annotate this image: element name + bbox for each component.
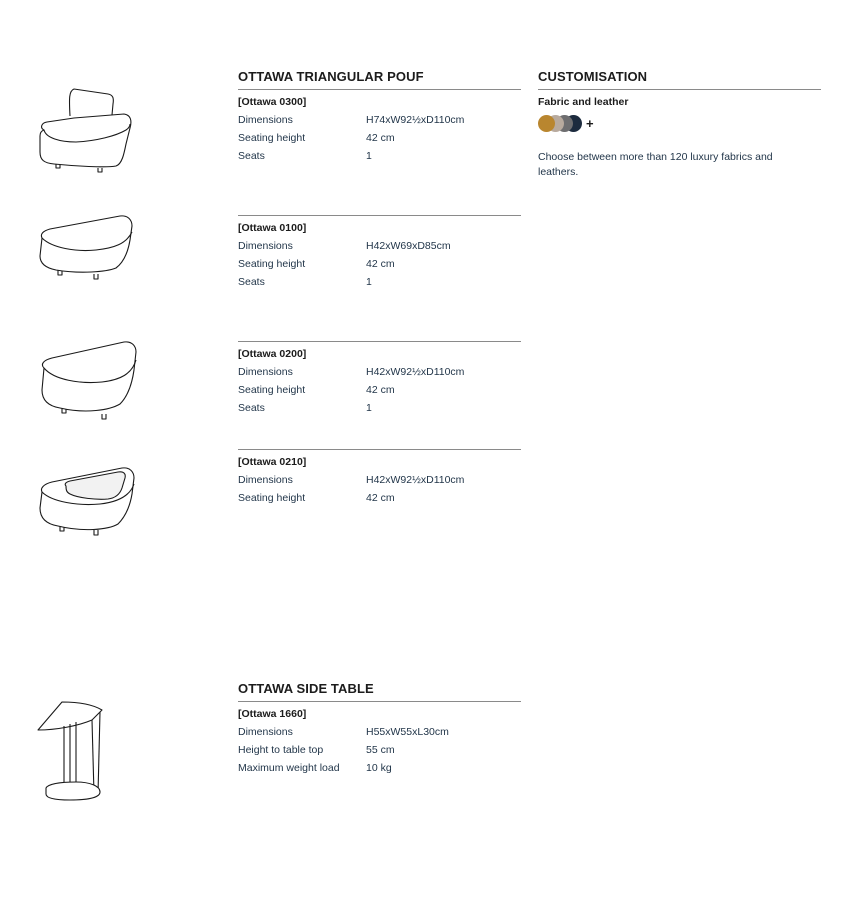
spec-row (238, 384, 528, 402)
spec-row (238, 132, 528, 150)
product-ottawa-0300 (238, 96, 521, 166)
spec-row (238, 402, 528, 420)
product-ottawa-0210 (238, 456, 521, 508)
spec-value: H55xW55xL30cm (366, 726, 449, 738)
spec-label: Seating height (238, 132, 306, 144)
pouf-section-title: OTTAWA TRIANGULAR POUF (238, 69, 424, 84)
product-code: [Ottawa 0300] (238, 96, 307, 108)
large-pouf-illustration (36, 338, 140, 424)
spec-label: Dimensions (238, 240, 293, 252)
spec-label: Seats (238, 276, 265, 288)
small-pouf-illustration (36, 212, 136, 286)
spec-label: Dimensions (238, 474, 293, 486)
product-ottawa-0100 (238, 222, 521, 292)
spec-label: Seating height (238, 384, 306, 396)
spec-label: Seats (238, 402, 265, 414)
product-ottawa-1660 (238, 708, 521, 778)
spec-row (238, 726, 528, 744)
swatch-group (538, 115, 608, 132)
pouf-with-backrest-illustration (36, 86, 136, 178)
spec-row (238, 366, 528, 384)
pouf-with-tray-illustration (36, 462, 140, 542)
spec-value: 1 (366, 402, 372, 414)
product-code: [Ottawa 1660] (238, 708, 307, 720)
spec-label: Dimensions (238, 726, 293, 738)
product-code: [Ottawa 0200] (238, 348, 307, 360)
table-section-divider (238, 701, 521, 702)
spec-value: H42xW92½xD110cm (366, 366, 465, 378)
customisation-divider (538, 89, 821, 90)
product-code: [Ottawa 0210] (238, 456, 307, 468)
spec-value: 1 (366, 150, 372, 162)
swatch-ochre (538, 115, 555, 132)
spec-row (238, 150, 528, 168)
table-section-title: OTTAWA SIDE TABLE (238, 681, 374, 696)
spec-label: Dimensions (238, 366, 293, 378)
spec-label: Dimensions (238, 114, 293, 126)
spec-value: 55 cm (366, 744, 395, 756)
spec-value: H74xW92½xD110cm (366, 114, 465, 126)
product-divider (238, 341, 521, 342)
spec-row (238, 276, 528, 294)
spec-label: Seats (238, 150, 265, 162)
product-code: [Ottawa 0100] (238, 222, 307, 234)
spec-value: 10 kg (366, 762, 392, 774)
spec-row (238, 762, 528, 780)
spec-value: H42xW69xD85cm (366, 240, 451, 252)
product-ottawa-0200 (238, 348, 521, 418)
spec-label: Seating height (238, 258, 306, 270)
product-divider (238, 215, 521, 216)
spec-row (238, 492, 528, 510)
customisation-subtitle: Fabric and leather (538, 96, 629, 108)
spec-value: 42 cm (366, 384, 395, 396)
side-table-illustration (36, 698, 108, 804)
spec-label: Height to table top (238, 744, 324, 756)
spec-value: 42 cm (366, 132, 395, 144)
product-divider (238, 449, 521, 450)
spec-row (238, 258, 528, 276)
customisation-title: CUSTOMISATION (538, 69, 648, 84)
spec-row (238, 474, 528, 492)
more-swatches-plus: + (586, 116, 594, 131)
spec-row (238, 744, 528, 762)
customisation-description: Choose between more than 120 luxury fabrics and leathers. (538, 151, 773, 178)
spec-value: 1 (366, 276, 372, 288)
spec-value: 42 cm (366, 492, 395, 504)
spec-label: Maximum weight load (238, 762, 340, 774)
spec-value: H42xW92½xD110cm (366, 474, 465, 486)
spec-label: Seating height (238, 492, 306, 504)
spec-row (238, 114, 528, 132)
spec-value: 42 cm (366, 258, 395, 270)
spec-row (238, 240, 528, 258)
pouf-section-divider (238, 89, 521, 90)
